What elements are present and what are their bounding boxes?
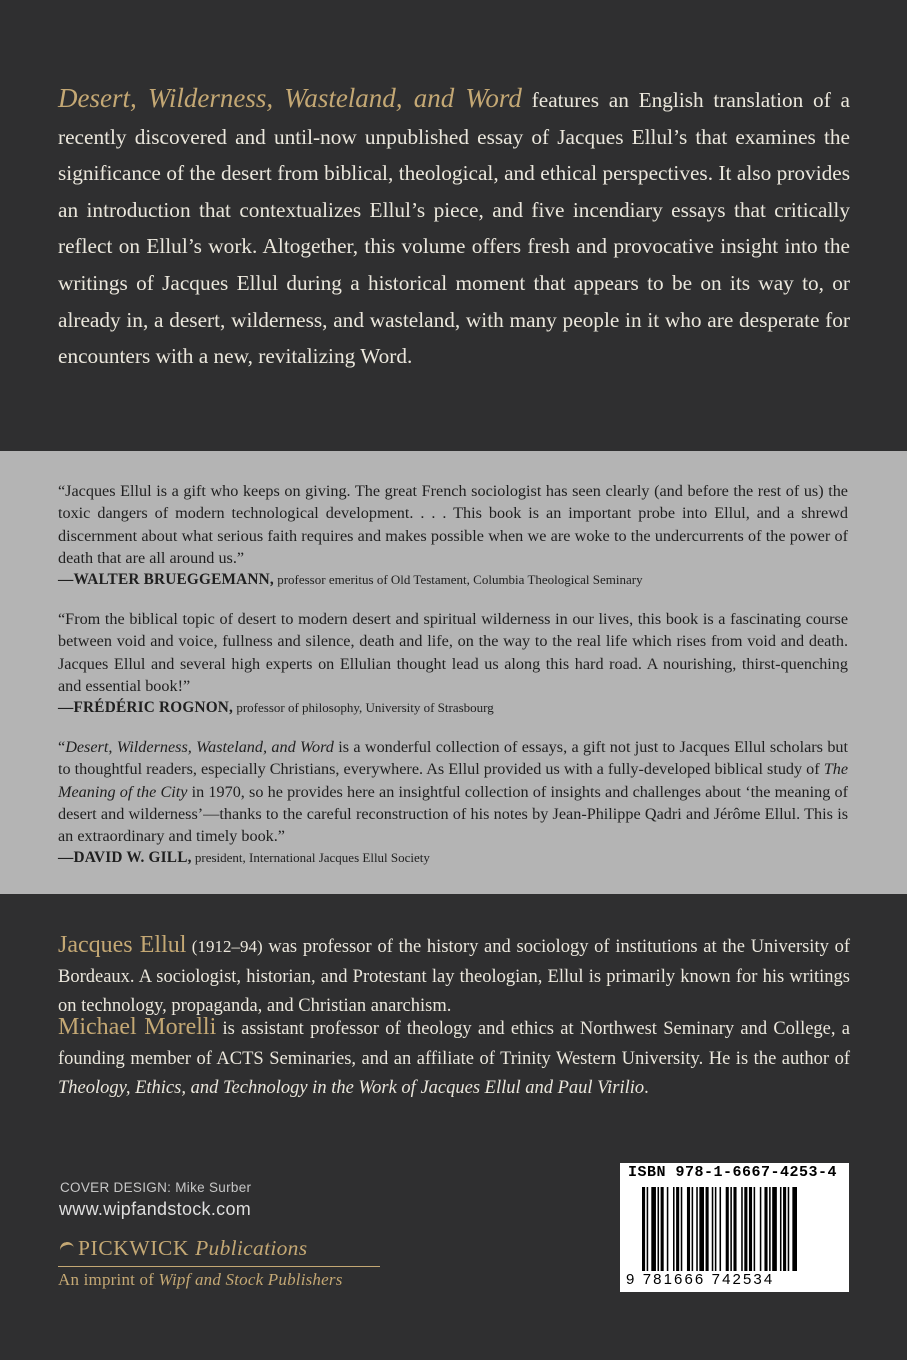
endorsement-attribution xyxy=(58,569,848,591)
endorsement-3: “Desert, Wilderness, Wasteland, and Word is a wonderful collection of essays, a gift not just to Jacques Ellul scholars but to thoughtful readers, especially Christians, everywhere. As Ellul provided us with a fully-developed biblical study of The Meaning of the City in 1970, so he provides here an insightful collection of insights and challenges about ‘the meaning of desert and wilderness’—thanks to the careful reconstruction of his notes by Jean-Philippe Qadri and Jérôme Ellul. This is an extraordinary and timely book.” —DAVID W. GILL, president, International Jacques Ellul Society xyxy=(58,736,848,869)
endorsement-1 xyxy=(58,480,848,591)
author-book-title: Theology, Ethics, and Technology in the Work of Jacques Ellul and Paul Virilio xyxy=(58,1078,645,1098)
publisher-name: PICKWICK Publications xyxy=(78,1236,308,1260)
book-title: Desert, Wilderness, Wasteland, and Word xyxy=(58,83,522,113)
barcode-bar xyxy=(733,1187,736,1271)
author-name: Michael Morelli xyxy=(58,1014,217,1040)
endorser-role: professor emeritus of Old Testament, Columbia Theological Seminary xyxy=(273,572,643,588)
barcode-bar xyxy=(642,1187,645,1271)
barcode-digits: 9 781666 742534 xyxy=(626,1271,775,1288)
barcode-bar xyxy=(712,1187,714,1271)
barcode-bar xyxy=(744,1187,747,1271)
barcode-bar xyxy=(692,1187,694,1271)
barcode-bar xyxy=(780,1187,782,1271)
endorsement-2 xyxy=(58,608,848,719)
endorser-role: president, International Jacques Ellul Society xyxy=(191,850,430,866)
barcode-bar xyxy=(676,1187,679,1271)
author-bio-ellul xyxy=(58,931,850,1022)
barcode-bar xyxy=(764,1187,767,1271)
barcode-bar xyxy=(730,1187,732,1271)
imprint-line: An imprint of Wipf and Stock Publishers xyxy=(58,1270,343,1289)
cited-book-title: The Meaning of the City xyxy=(58,760,848,801)
author-name: Jacques Ellul xyxy=(58,932,187,958)
isbn-barcode xyxy=(620,1163,849,1292)
barcode-bar xyxy=(783,1187,786,1271)
barcode-bar xyxy=(772,1187,777,1271)
barcode-bar xyxy=(661,1187,664,1271)
author-bio-text: is assistant professor of theology and ethics at Northwest Seminary and College, a founding member of ACTS Seminaries, and an affiliate of Trinity Western University. He is the author of xyxy=(58,1019,850,1069)
endorsements-panel xyxy=(0,451,907,894)
description-blurb xyxy=(58,80,850,375)
barcode-bar xyxy=(699,1187,704,1271)
barcode-bar xyxy=(673,1187,675,1271)
barcode-bar xyxy=(754,1187,756,1271)
barcode-bar xyxy=(749,1187,752,1271)
barcode-bar xyxy=(696,1187,698,1271)
barcode-bar xyxy=(681,1187,683,1271)
endorsement-attribution xyxy=(58,847,848,869)
author-bio-morelli: Michael Morelli is assistant professor of theology and ethics at Northwest Seminary and College, a founding member of ACTS Seminaries, and an affiliate of Trinity Western University. He is the author of Theology, Ethics, and Technology in the Work of Jacques Ellul and Paul Virilio. xyxy=(58,1014,850,1098)
barcode-icon xyxy=(642,1187,838,1271)
endorser-name: —FRÉDÉRIC ROGNON, xyxy=(58,699,234,717)
endorser-name: —DAVID W. GILL, xyxy=(58,849,192,867)
barcode-bar xyxy=(741,1187,743,1271)
barcode-bar xyxy=(726,1187,729,1271)
barcode-bar xyxy=(687,1187,690,1271)
barcode-bar xyxy=(706,1187,709,1271)
author-years: (1912–94) xyxy=(186,937,263,956)
isbn-number: ISBN 978-1-6667-4253-4 xyxy=(628,1164,838,1181)
barcode-bar xyxy=(647,1187,649,1271)
cover-design-credit: COVER DESIGN: Mike Surber xyxy=(60,1180,252,1195)
book-title-italic: Desert, Wilderness, Wasteland, and Word xyxy=(65,738,334,756)
barcode-bar xyxy=(792,1187,797,1271)
barcode-bar xyxy=(769,1187,771,1271)
blurb-text: features an English translation of a recently discovered and until-now unpublished essay of Jacques Ellul’s that examines the significance of the desert from biblical, theological, and ethical perspectives. It also provides an introduction that contextualizes Ellul’s piece, and five incendiary essays that critically reflect on Ellul’s work. Altogether, this volume offers fresh and provocative insight into the writings of Jacques Ellul during a historical moment that appears to be on its way to, or already in, a desert, wilderness, and wasteland, with many people in it who are desperate for encounters with a new, revitalizing Word. xyxy=(58,88,850,369)
barcode-bar xyxy=(788,1187,790,1271)
publisher-website: www.wipfandstock.com xyxy=(59,1199,252,1219)
endorser-role: professor of philosophy, University of Strasbourg xyxy=(233,700,494,716)
barcode-bar xyxy=(667,1187,669,1271)
endorsement-attribution xyxy=(58,697,848,719)
barcode-bar xyxy=(658,1187,660,1271)
barcode-bar xyxy=(651,1187,656,1271)
author-bio-text: was professor of the history and sociology of institutions at the University of Bordeaux. A sociologist, historian, and Protestant lay theologian, Ellul is primarily known for his writings on technology, propaganda, and Christian anarchism. xyxy=(58,937,850,1016)
barcode-bar xyxy=(760,1187,762,1271)
endorsement-quote: “Jacques Ellul is a gift who keeps on giving. The great French sociologist has seen clearly (and before the rest of us) the toxic dangers of modern technological development. . . . This book is an important probe into Ellul, and a shrewd discernment about what serious faith requires and makes possible when we are woke to the undercurrents of the power of death that are all around us.” xyxy=(58,482,848,567)
endorsement-quote: “From the biblical topic of desert to modern desert and spiritual wilderness in our lives, this book is a fascinating course between void and voice, fullness and silence, death and life, on the way to the real life which rises from void and death. Jacques Ellul and several high experts on Ellulian thought lead us along this hard road. A nourishing, thirst-quenching and essential book!” xyxy=(58,610,848,695)
pickwick-leaf-icon xyxy=(59,1241,75,1257)
barcode-bar xyxy=(715,1187,717,1271)
publisher-logo xyxy=(58,1234,380,1267)
barcode-bar xyxy=(720,1187,722,1271)
endorser-name: —WALTER BRUEGGEMANN, xyxy=(58,571,274,589)
